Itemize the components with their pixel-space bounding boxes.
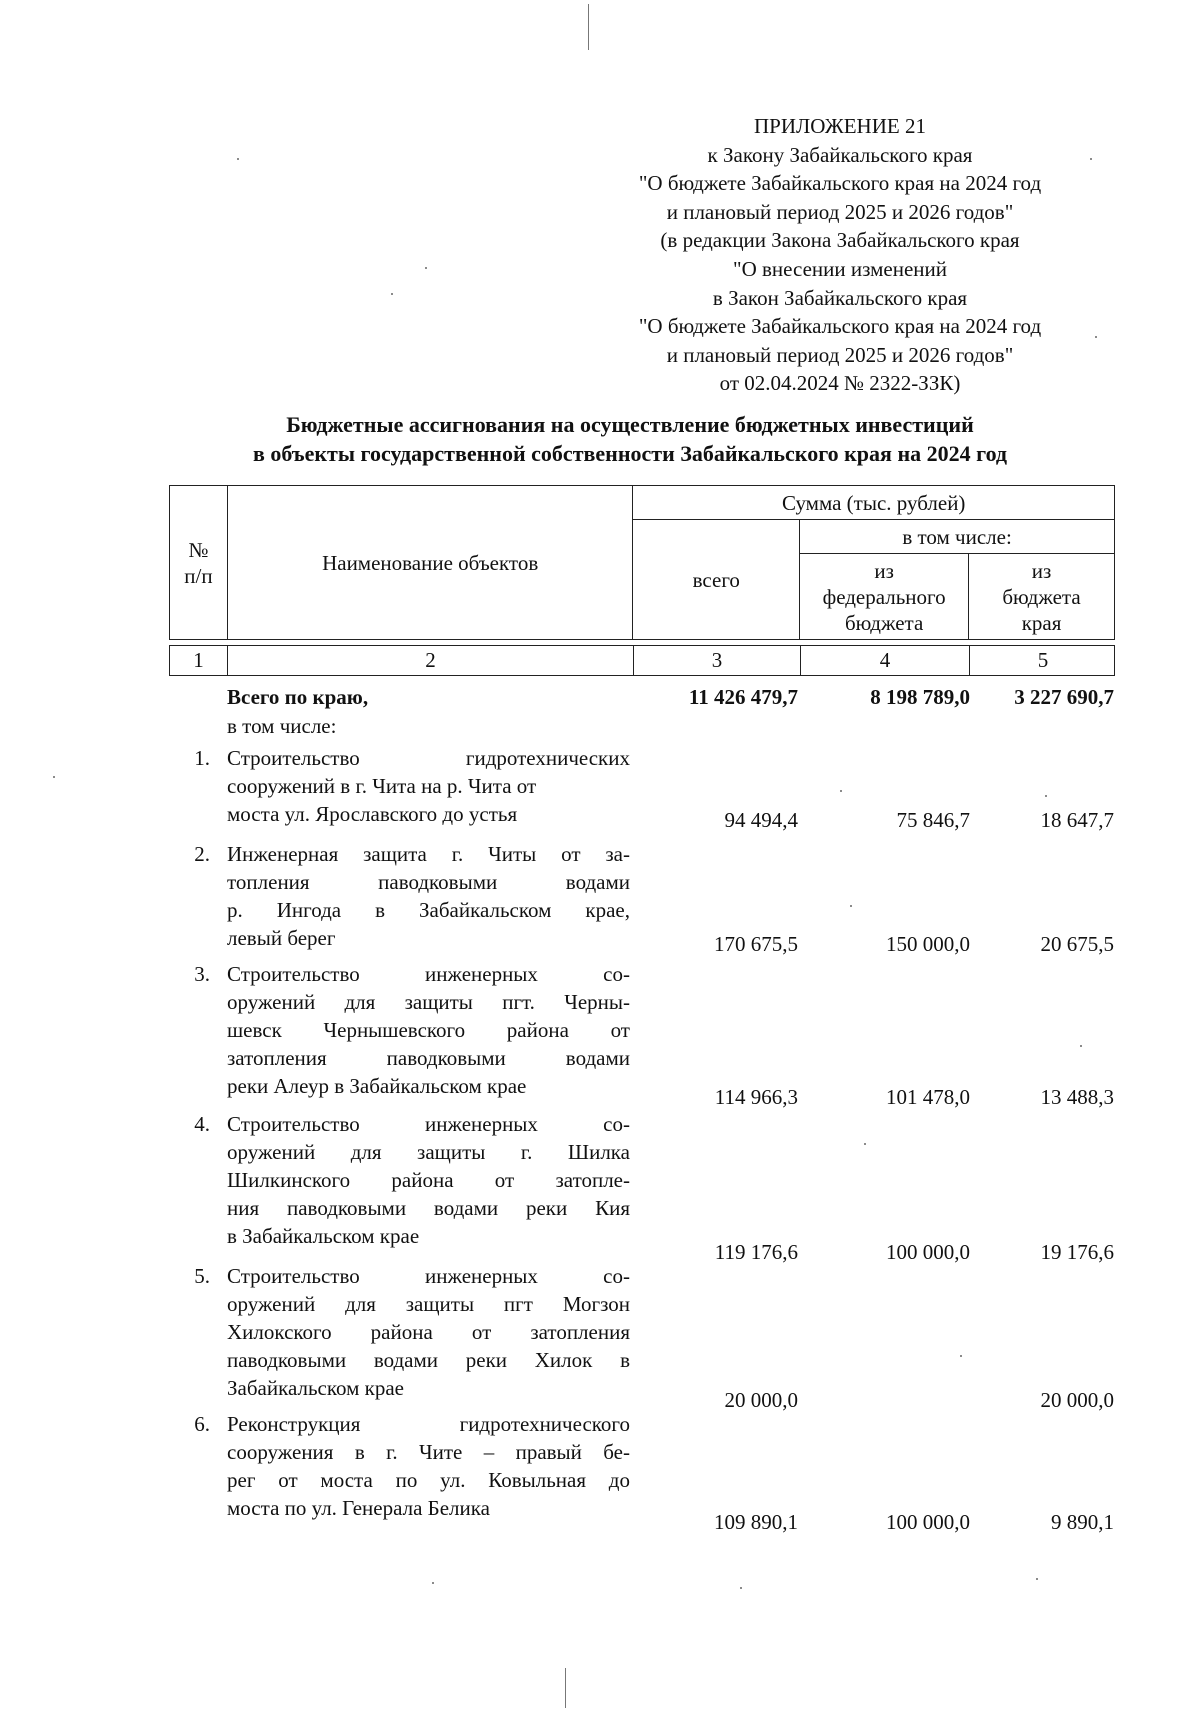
appendix-line: (в редакции Закона Забайкальского края xyxy=(660,228,1020,253)
row-name-line: рег от моста по ул. Ковыльная до xyxy=(227,1468,630,1492)
row-name-line: оружений для защиты г. Шилка xyxy=(227,1140,630,1164)
row-name-line: Строительство гидротехнических xyxy=(227,746,630,770)
row-name-line: топления паводковыми водами xyxy=(227,870,630,894)
row-sum-regional: 18 647,7 xyxy=(1040,808,1114,832)
row-name-line: Строительство инженерных со- xyxy=(227,1112,630,1136)
column-number: 1 xyxy=(170,646,228,675)
header-total-cell xyxy=(633,520,800,640)
row-sum-all: 114 966,3 xyxy=(714,1085,798,1109)
table-header xyxy=(169,485,1115,640)
row-sum-federal: 100 000,0 xyxy=(886,1510,970,1534)
header-sum-cell xyxy=(633,486,1115,520)
header-number-cell xyxy=(170,486,228,640)
header-federal-line: бюджета xyxy=(844,610,924,635)
row-name-line: Шилкинского района от затопле- xyxy=(227,1168,630,1192)
total-sum-regional: 3 227 690,7 xyxy=(1014,685,1114,709)
appendix-line: и плановый период 2025 и 2026 годов" xyxy=(666,199,1014,224)
scan-speck xyxy=(850,905,852,907)
header-number-sign: № xyxy=(188,537,209,562)
scan-speck xyxy=(1036,1578,1038,1580)
row-name-line: паводковыми водами реки Хилок в xyxy=(227,1348,630,1372)
appendix-line: ПРИЛОЖЕНИЕ 21 xyxy=(754,114,926,138)
row-name-line: моста ул. Ярославского до устья xyxy=(227,802,518,826)
row-number: 1. xyxy=(194,746,210,770)
row-number: 4. xyxy=(194,1112,210,1136)
column-number: 3 xyxy=(634,646,801,675)
row-name-line: оружений для защиты пгт. Черны- xyxy=(227,990,630,1014)
row-name-line: сооружения в г. Чите – правый бе- xyxy=(227,1440,630,1464)
appendix-line: от 02.04.2024 № 2322-ЗЗК) xyxy=(719,371,961,396)
scan-speck xyxy=(1090,158,1092,160)
scan-speck xyxy=(391,293,393,295)
row-name-line: Инженерная защита г. Читы от за- xyxy=(227,842,630,866)
column-numbers-row xyxy=(169,645,1115,676)
row-name-line: сооружений в г. Чита на р. Чита от xyxy=(227,774,537,798)
appendix-line: в Закон Забайкальского края xyxy=(712,285,968,310)
row-sum-all: 170 675,5 xyxy=(714,932,798,956)
scan-speck xyxy=(53,776,55,778)
column-number: 5 xyxy=(1037,648,1049,672)
header-federal-cell xyxy=(800,554,969,640)
row-number: 5. xyxy=(194,1264,210,1288)
header-regional-cell xyxy=(969,554,1115,640)
scan-mark xyxy=(565,1668,566,1708)
header-including-cell xyxy=(800,520,1115,554)
row-sum-federal: 101 478,0 xyxy=(886,1085,970,1109)
row-name-line: ния паводковыми водами реки Кия xyxy=(227,1196,630,1220)
row-sum-federal: 100 000,0 xyxy=(886,1240,970,1264)
column-number: 4 xyxy=(801,646,970,675)
scan-speck xyxy=(1080,1045,1082,1047)
row-sum-all: 109 890,1 xyxy=(714,1510,798,1534)
row-name-line: Реконструкция гидротехнического xyxy=(227,1412,630,1436)
row-name-line: Строительство инженерных со- xyxy=(227,962,630,986)
header-federal-line: федерального xyxy=(822,584,946,609)
scan-speck xyxy=(840,790,842,792)
row-name-line: в Забайкальском крае xyxy=(227,1224,420,1248)
row-number: 6. xyxy=(194,1412,210,1436)
document-title xyxy=(150,410,1110,468)
row-name-line: Строительство инженерных со- xyxy=(227,1264,630,1288)
scan-speck xyxy=(960,1355,962,1357)
header-name: Наименование объектов xyxy=(322,550,539,575)
appendix-line: "О бюджете Забайкальского края на 2024 год xyxy=(638,314,1042,339)
column-number: 2 xyxy=(228,646,634,675)
title-line-1: Бюджетные ассигнования на осуществление бюджетных инвестиций xyxy=(286,412,974,437)
appendix-line: к Закону Забайкальского края xyxy=(707,142,973,167)
appendix-header xyxy=(560,112,1120,398)
header-regional-line: из xyxy=(1031,558,1052,583)
scan-speck xyxy=(237,158,239,160)
row-sum-federal: 75 846,7 xyxy=(896,808,970,832)
row-number: 3. xyxy=(194,962,210,986)
row-sum-federal: 150 000,0 xyxy=(886,932,970,956)
scan-speck xyxy=(1045,795,1047,797)
row-sum-regional: 9 890,1 xyxy=(1051,1510,1114,1534)
row-sum-all: 20 000,0 xyxy=(724,1388,798,1412)
scan-speck xyxy=(740,1587,742,1589)
row-name-line: Хилокского района от затопления xyxy=(227,1320,630,1344)
row-sum-regional: 19 176,6 xyxy=(1040,1240,1114,1264)
appendix-line: "О бюджете Забайкальского края на 2024 год xyxy=(638,171,1042,196)
row-sum-regional: 20 675,5 xyxy=(1040,932,1114,956)
total-sum-federal: 8 198 789,0 xyxy=(870,685,970,709)
row-name-line: реки Алеур в Забайкальском крае xyxy=(227,1074,527,1098)
header-number-abbr: п/п xyxy=(184,563,213,588)
row-sum-all: 94 494,4 xyxy=(724,808,798,832)
header-federal-line: из xyxy=(874,558,894,583)
total-sublabel: в том числе: xyxy=(227,714,337,738)
header-sum: Сумма (тыс. рублей) xyxy=(781,490,966,515)
row-sum-regional: 13 488,3 xyxy=(1040,1085,1114,1109)
scan-speck xyxy=(425,267,427,269)
header-regional-line: края xyxy=(1021,610,1062,635)
header-including: в том числе: xyxy=(902,524,1012,549)
scan-speck xyxy=(432,1582,434,1584)
row-name-line: р. Ингода в Забайкальском крае, xyxy=(227,898,630,922)
appendix-line: "О внесении изменений xyxy=(733,256,947,281)
row-name-line: шевск Чернышевского района от xyxy=(227,1018,630,1042)
row-name-line: левый берег xyxy=(227,926,336,950)
scan-mark xyxy=(588,4,589,50)
header-regional-line: бюджета xyxy=(1002,584,1081,609)
row-name-line: затопления паводковыми водами xyxy=(227,1046,630,1070)
row-sum-regional: 20 000,0 xyxy=(1040,1388,1114,1412)
row-sum-all: 119 176,6 xyxy=(714,1240,798,1264)
row-number: 2. xyxy=(194,842,210,866)
total-label: Всего по краю, xyxy=(227,685,369,709)
header-total: всего xyxy=(692,567,740,592)
appendix-line: и плановый период 2025 и 2026 годов" xyxy=(666,342,1014,367)
scan-speck xyxy=(1095,336,1097,338)
row-name-line: Забайкальском крае xyxy=(227,1376,404,1400)
total-sum-all: 11 426 479,7 xyxy=(688,685,798,709)
header-name-cell xyxy=(227,486,632,640)
row-name-line: оружений для защиты пгт Могзон xyxy=(227,1292,630,1316)
scan-speck xyxy=(864,1143,866,1145)
row-name-line: моста по ул. Генерала Белика xyxy=(227,1496,490,1520)
title-line-2: в объекты государственной собственности Забайкальского края на 2024 год xyxy=(252,441,1008,466)
